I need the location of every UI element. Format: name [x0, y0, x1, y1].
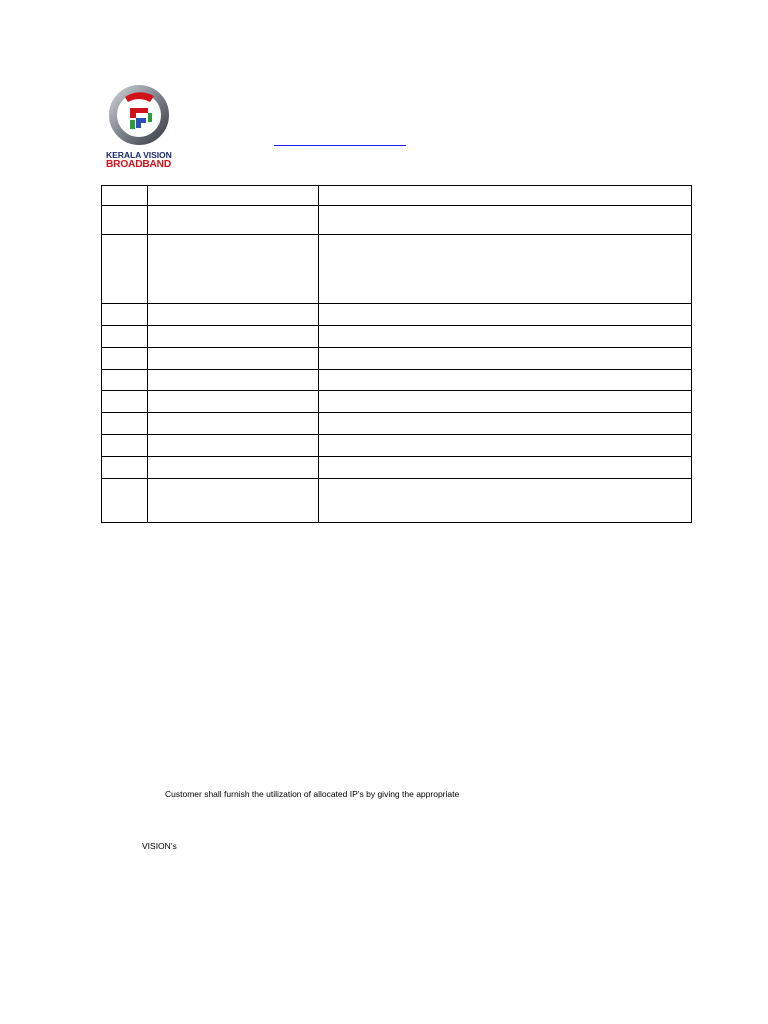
table-cell-value [319, 348, 692, 370]
table-cell-field [148, 235, 319, 304]
table-cell-no [102, 391, 148, 413]
table-row [102, 413, 692, 435]
table-cell-no [102, 348, 148, 370]
logo-text-broadband: BROADBAND [106, 159, 171, 170]
table-cell-no [102, 435, 148, 457]
table-row [102, 391, 692, 413]
logo-emblem-icon [108, 84, 170, 146]
table-cell-field [148, 206, 319, 235]
table-cell-no [102, 206, 148, 235]
table-row [102, 457, 692, 479]
table-cell-no [102, 370, 148, 391]
table-cell-value [319, 413, 692, 435]
table-row [102, 348, 692, 370]
table-row [102, 304, 692, 326]
kerala-vision-logo [106, 84, 184, 174]
table-cell-value [319, 186, 692, 206]
table-cell-value [319, 235, 692, 304]
table-cell-no [102, 413, 148, 435]
table-row [102, 435, 692, 457]
table-cell-no [102, 457, 148, 479]
ip-utilization-text: Customer shall furnish the utilization of allocated IP’s by giving the appropriate [165, 789, 460, 799]
details-table [101, 185, 692, 523]
table-row [102, 479, 692, 523]
table-cell-field [148, 479, 319, 523]
table-cell-field [148, 304, 319, 326]
table-cell-field [148, 348, 319, 370]
table-cell-field [148, 370, 319, 391]
table-cell-no [102, 326, 148, 348]
table-cell-no [102, 479, 148, 523]
table-cell-value [319, 457, 692, 479]
hyperlink-underline[interactable] [274, 145, 406, 146]
table-cell-value [319, 326, 692, 348]
table-cell-value [319, 391, 692, 413]
table-cell-no [102, 304, 148, 326]
table-cell-value [319, 370, 692, 391]
table-row [102, 370, 692, 391]
table-cell-value [319, 304, 692, 326]
table-row [102, 206, 692, 235]
table-cell-field [148, 326, 319, 348]
table-cell-field [148, 435, 319, 457]
table-row [102, 235, 692, 304]
table-cell-field [148, 391, 319, 413]
vision-text: VISION’s [142, 841, 177, 851]
table-cell-field [148, 457, 319, 479]
table-cell-field [148, 413, 319, 435]
logo-text-kerala-vision: KERALA VISION [106, 150, 172, 160]
table-row [102, 186, 692, 206]
table-row [102, 326, 692, 348]
table-cell-field [148, 186, 319, 206]
table-cell-value [319, 435, 692, 457]
table-cell-no [102, 235, 148, 304]
table-cell-value [319, 206, 692, 235]
table-cell-value [319, 479, 692, 523]
table-cell-no [102, 186, 148, 206]
